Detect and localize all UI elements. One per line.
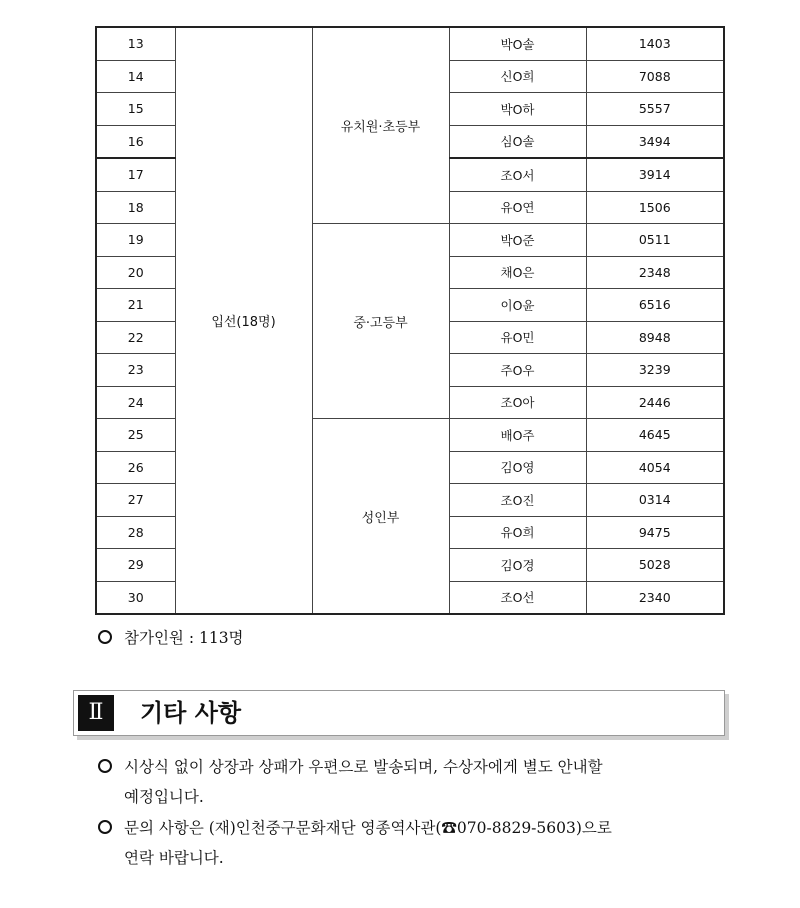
winner-code: 1506 — [586, 191, 724, 224]
winner-code: 3239 — [586, 354, 724, 387]
section-number: Ⅱ — [78, 695, 114, 731]
winner-name: 박O솔 — [449, 27, 586, 60]
division-cell: 성인부 — [312, 419, 449, 615]
row-number: 23 — [96, 354, 175, 387]
row-number: 17 — [96, 158, 175, 191]
winner-name: 박O하 — [449, 93, 586, 126]
row-number: 14 — [96, 60, 175, 93]
row-number: 13 — [96, 27, 175, 60]
winner-code: 9475 — [586, 516, 724, 549]
row-number: 18 — [96, 191, 175, 224]
winner-name: 배O주 — [449, 419, 586, 452]
winner-code: 1403 — [586, 27, 724, 60]
note-item — [98, 813, 728, 873]
winner-code: 3914 — [586, 158, 724, 191]
winner-name: 채O은 — [449, 256, 586, 289]
winner-code: 6516 — [586, 289, 724, 322]
winner-code: 0511 — [586, 224, 724, 257]
row-number: 22 — [96, 321, 175, 354]
winner-name: 박O준 — [449, 224, 586, 257]
row-number: 30 — [96, 581, 175, 614]
row-number: 20 — [96, 256, 175, 289]
winner-code: 4054 — [586, 451, 724, 484]
row-number: 26 — [96, 451, 175, 484]
winner-name: 심O솔 — [449, 125, 586, 158]
winner-name: 주O우 — [449, 354, 586, 387]
winner-name: 유O연 — [449, 191, 586, 224]
winner-code: 3494 — [586, 125, 724, 158]
row-number: 29 — [96, 549, 175, 582]
division-cell: 유치원·초등부 — [312, 27, 449, 224]
row-number: 25 — [96, 419, 175, 452]
circle-bullet-icon — [98, 630, 112, 644]
winner-code: 2446 — [586, 386, 724, 419]
row-number: 16 — [96, 125, 175, 158]
winner-code: 8948 — [586, 321, 724, 354]
winner-code: 0314 — [586, 484, 724, 517]
circle-bullet-icon — [98, 759, 112, 773]
row-number: 24 — [96, 386, 175, 419]
winner-name: 조O아 — [449, 386, 586, 419]
winner-name: 조O선 — [449, 581, 586, 614]
row-number: 28 — [96, 516, 175, 549]
winner-code: 2340 — [586, 581, 724, 614]
results-table — [95, 26, 725, 615]
winner-code: 7088 — [586, 60, 724, 93]
winner-name: 유O희 — [449, 516, 586, 549]
winner-name: 조O진 — [449, 484, 586, 517]
winner-name: 신O희 — [449, 60, 586, 93]
note-item — [98, 752, 728, 812]
winner-name: 김O경 — [449, 549, 586, 582]
winner-name: 이O윤 — [449, 289, 586, 322]
winner-code: 5557 — [586, 93, 724, 126]
note-continuation: 예정입니다. — [124, 788, 204, 806]
winner-code: 2348 — [586, 256, 724, 289]
note-continuation: 연락 바랍니다. — [124, 849, 224, 867]
note-text: 시상식 없이 상장과 상패가 우편으로 발송되며, 수상자에게 별도 안내할 — [124, 758, 603, 776]
row-number: 19 — [96, 224, 175, 257]
row-number: 15 — [96, 93, 175, 126]
winner-code: 5028 — [586, 549, 724, 582]
winner-code: 4645 — [586, 419, 724, 452]
winner-name: 유O민 — [449, 321, 586, 354]
table-row — [96, 27, 724, 60]
participants-line — [98, 626, 244, 648]
section-title: 기타 사항 — [140, 699, 242, 727]
participants-text: 참가인원 : 113명 — [124, 629, 244, 647]
winner-name: 김O영 — [449, 451, 586, 484]
note-text: 문의 사항은 (재)인천중구문화재단 영종역사관(☎070-8829-5603)으로 — [124, 819, 612, 837]
row-number: 21 — [96, 289, 175, 322]
winner-name: 조O서 — [449, 158, 586, 191]
division-cell: 중·고등부 — [312, 224, 449, 419]
section-header — [73, 690, 725, 736]
row-number: 27 — [96, 484, 175, 517]
circle-bullet-icon — [98, 820, 112, 834]
award-group-cell: 입선(18명) — [175, 27, 312, 614]
